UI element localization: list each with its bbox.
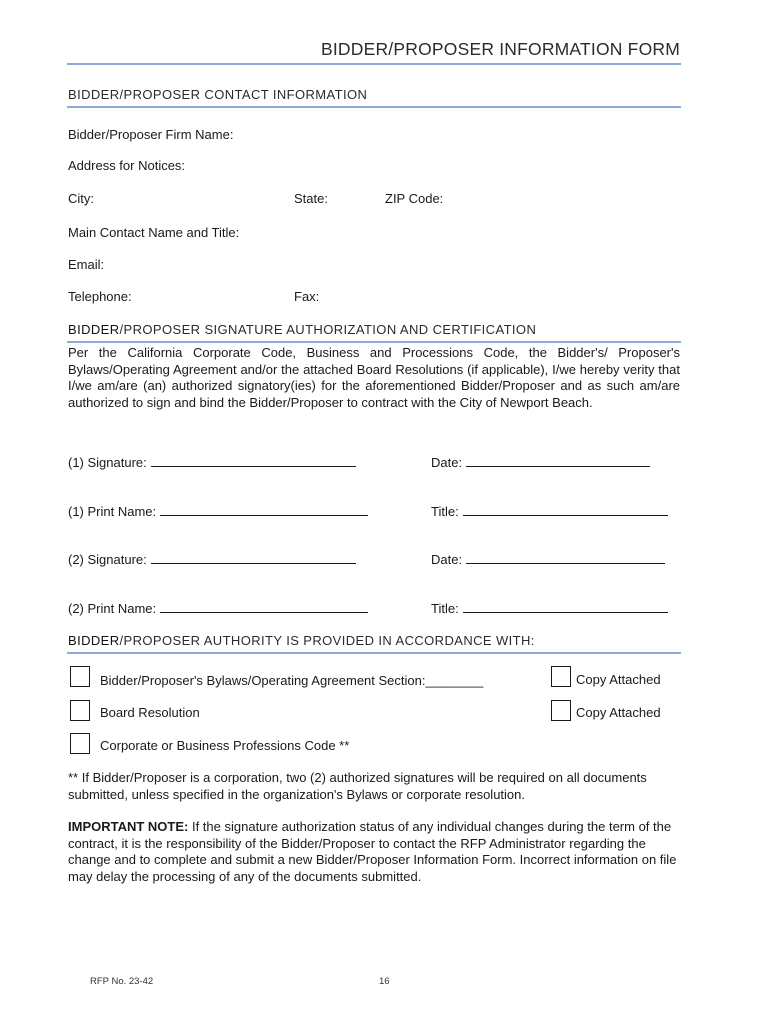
date-1-line[interactable] [466, 454, 650, 467]
date-1-label: Date: [431, 455, 463, 470]
bylaws-checkbox[interactable] [70, 666, 90, 687]
corporate-code-label: Corporate or Business Professions Code ** [100, 738, 350, 753]
authority-section-heading [68, 633, 535, 648]
signature-1-label: (1) Signature: [68, 455, 147, 470]
rfp-number: RFP No. 23-42 [90, 976, 154, 987]
email-label: Email: [68, 257, 105, 272]
form-title: BIDDER/PROPOSER INFORMATION FORM [320, 39, 680, 59]
title-1-label: Title: [431, 504, 459, 519]
title-2-row [431, 600, 668, 616]
footnote-text: ** If Bidder/Proposer is a corporation, two (2) authorized signatures will be required on all documents submitted, unless specified in the organization's Bylaws or corporate resolution. [68, 770, 647, 802]
title-1-row [431, 503, 668, 519]
board-resolution-label: Board Resolution [100, 705, 200, 720]
date-2-line[interactable] [466, 551, 665, 564]
authority-section-heading-rest: /PROPOSER AUTHORITY IS PROVIDED IN ACCORDANCE WITH: [119, 633, 535, 648]
signature-section-rule [67, 341, 681, 343]
signature-section-heading-bold: BIDDER [68, 322, 120, 337]
telephone-label: Telephone: [68, 289, 132, 304]
signature-2-label: (2) Signature: [68, 552, 147, 567]
address-label: Address for Notices: [68, 158, 186, 173]
state-label: State: [294, 191, 328, 206]
print-name-2-line[interactable] [160, 600, 368, 613]
city-label: City: [68, 191, 94, 206]
print-name-2-row [68, 600, 368, 616]
bylaws-copy-attached-checkbox[interactable] [551, 666, 571, 687]
main-contact-label: Main Contact Name and Title: [68, 225, 240, 240]
board-resolution-copy-attached-label: Copy Attached [576, 705, 661, 720]
important-note-label: IMPORTANT NOTE: [68, 819, 189, 834]
board-resolution-copy-attached-checkbox[interactable] [551, 700, 571, 721]
print-name-1-label: (1) Print Name: [68, 504, 157, 519]
date-2-label: Date: [431, 552, 463, 567]
signature-section-heading-rest: /PROPOSER SIGNATURE AUTHORIZATION AND CERTIFICATION [119, 322, 537, 337]
signature-2-row [68, 551, 356, 567]
date-2-row [431, 551, 665, 567]
print-name-1-line[interactable] [160, 503, 368, 516]
print-name-1-row [68, 503, 368, 519]
authorization-paragraph: Per the California Corporate Code, Business and Processions Code, the Bidder's/ Proposer's Bylaws/Operating Agreement and/or the attached Board Resolutions (if applicable), I/we hereby verity that I/we am/are (an) authorized signatory(ies) for the aforementioned Bidder/Proposer and as such am/are authorized to sign and bind the Bidder/Proposer to contract with the City of Newport Beach. [68, 345, 680, 410]
bylaws-option-label: Bidder/Proposer's Bylaws/Operating Agreement Section:________ [100, 673, 484, 688]
signature-section-heading [68, 322, 536, 337]
authority-section-rule [67, 652, 681, 654]
firm-name-label: Bidder/Proposer Firm Name: [68, 127, 234, 142]
board-resolution-checkbox[interactable] [70, 700, 90, 721]
zip-code-label: ZIP Code: [385, 191, 444, 206]
title-rule [67, 63, 681, 65]
title-2-line[interactable] [463, 600, 668, 613]
important-note-text: If the signature authorization status of any individual changes during the term of the contract, it is the responsibility of the Bidder/Proposer to contact the RFP Administrator regarding the change and to complete and submit a new Bidder/Proposer Information Form. Incorrect information on file may delay the processing of any of the documents submitted. [68, 819, 677, 884]
date-1-row [431, 454, 650, 470]
title-2-label: Title: [431, 601, 459, 616]
bylaws-copy-attached-label: Copy Attached [576, 672, 661, 687]
title-1-line[interactable] [463, 503, 668, 516]
signature-2-line[interactable] [151, 551, 356, 564]
page-number: 16 [379, 976, 390, 987]
corporate-code-checkbox[interactable] [70, 733, 90, 754]
signature-1-row [68, 454, 356, 470]
important-note [68, 819, 688, 885]
contact-section-heading: BIDDER/PROPOSER CONTACT INFORMATION [68, 87, 368, 102]
fax-label: Fax: [294, 289, 320, 304]
print-name-2-label: (2) Print Name: [68, 601, 157, 616]
signature-1-line[interactable] [151, 454, 356, 467]
authority-section-heading-bold: BIDDER [68, 633, 120, 648]
contact-section-rule [67, 106, 681, 108]
